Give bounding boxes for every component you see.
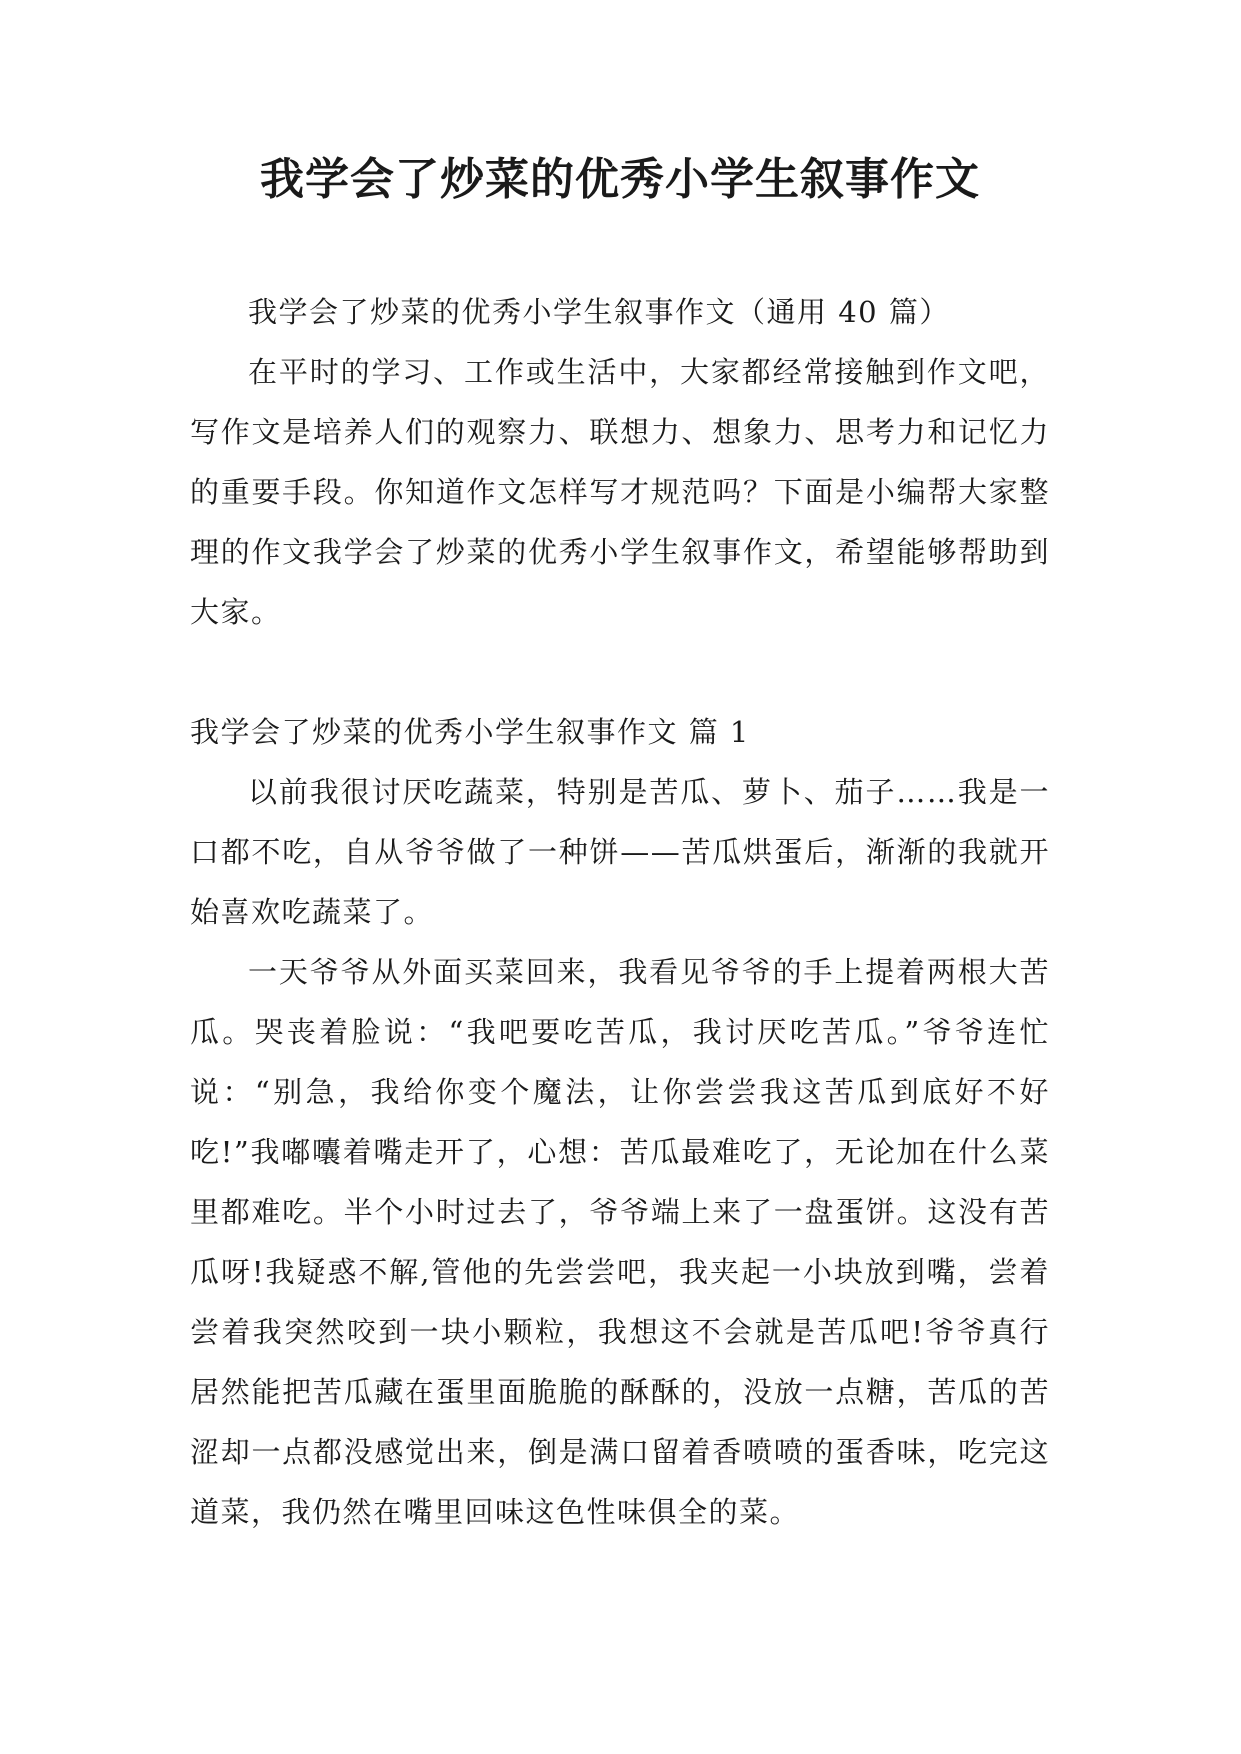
section-heading: 我学会了炒菜的优秀小学生叙事作文 篇 1 [190,715,750,749]
document-title: 我学会了炒菜的优秀小学生叙事作文 [260,154,980,205]
document-page [190,0,1050,1754]
body-paragraph: 以前我很讨厌吃蔬菜，特别是苦瓜、萝卜、茄子……我是一口都不吃，自从爷爷做了一种饼——苦瓜烘蛋后，渐渐的我就开始喜欢吃蔬菜了。 [190,775,1050,929]
intro-paragraph: 在平时的学习、工作或生活中，大家都经常接触到作文吧，写作文是培养人们的观察力、联想力、想象力、思考力和记忆力的重要手段。你知道作文怎样写才规范吗？下面是小编帮大家整理的作文我学会了炒菜的优秀小学生叙事作文，希望能够帮助到大家。 [190,355,1050,629]
body-paragraph: 一天爷爷从外面买菜回来，我看见爷爷的手上提着两根大苦瓜。哭丧着脸说：“我吧要吃苦瓜，我讨厌吃苦瓜。”爷爷连忙说：“别急，我给你变个魔法，让你尝尝我这苦瓜到底好不好吃!”我嘟囔着嘴走开了，心想：苦瓜最难吃了，无论加在什么菜里都难吃。半个小时过去了，爷爷端上来了一盘蛋饼。这没有苦瓜呀!我疑惑不解,管他的先尝尝吧，我夹起一小块放到嘴，尝着尝着我突然咬到一块小颗粒，我想这不会就是苦瓜吧!爷爷真行居然能把苦瓜藏在蛋里面脆脆的酥酥的，没放一点糖，苦瓜的苦涩却一点都没感觉出来，倒是满口留着香喷喷的蛋香味，吃完这道菜，我仍然在嘴里回味这色性味俱全的菜。 [190,955,1050,1529]
document-body [190,282,1050,1542]
document-subtitle: 我学会了炒菜的优秀小学生叙事作文（通用 40 篇） [248,295,950,329]
